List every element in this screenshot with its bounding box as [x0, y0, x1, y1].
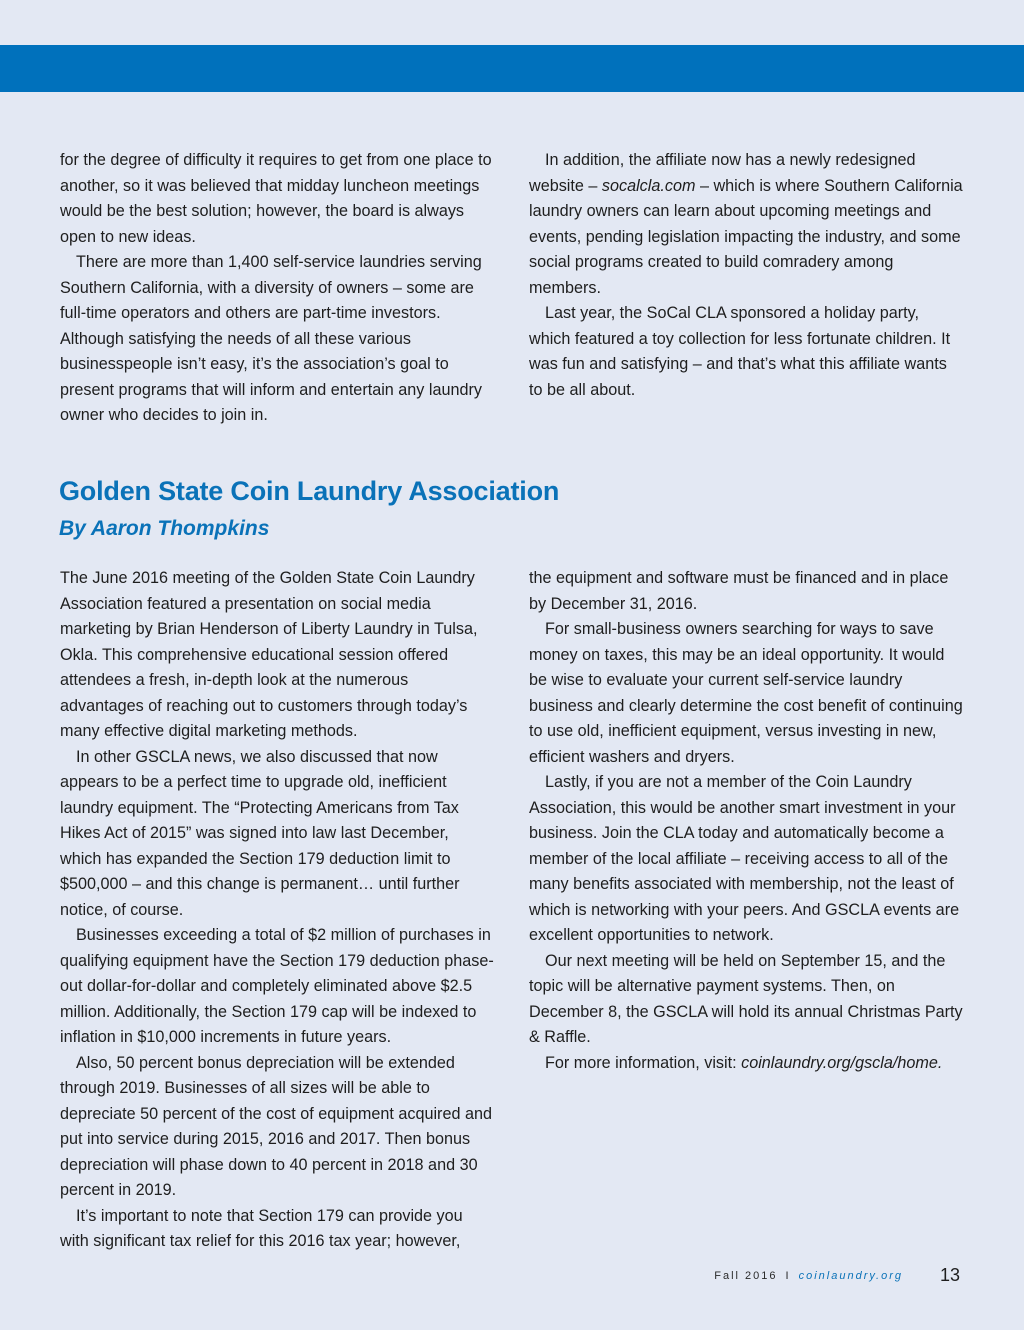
- paragraph: In other GSCLA news, we also discussed that now appears to be a perfect time to upgrade old, inefficient laundry equipment. The “Protecting Americans from Tax Hikes Act of 2015” was signed into law last December, which has expanded the Section 179 deduction limit to $500,000 – and this change is permanent… until further notice, of course.: [60, 747, 460, 919]
- paragraph: There are more than 1,400 self-service laundries serving Southern California, with a diversity of owners – some are full-time operators and others are part-time investors. Although satisfying the needs of all these various businesspeople isn’t easy, it’s the association’s goal to present programs that will inform and entertain any laundry owner who decides to join in.: [60, 253, 482, 424]
- paragraph: Our next meeting will be held on September 15, and the topic will be alternative payment systems. Then, on December 8, the GSCLA will hold its annual Christmas Party & Raffle.: [529, 951, 963, 1046]
- paragraph: It’s important to note that Section 179 can provide you with significant tax relief for this 2016 tax year; however,: [60, 1206, 463, 1250]
- footer-separator: I: [785, 1270, 791, 1282]
- page-footer: [714, 1270, 903, 1282]
- article-column-right: [529, 566, 963, 1076]
- paragraph: Lastly, if you are not a member of the Coin Laundry Association, this would be another smart investment in your business. Join the CLA today and automatically become a member of the local affiliate – receiving access to all of the many benefits associated with membership, not the least of which is networking with your peers. And GSCLA events are excellent opportunities to network.: [529, 773, 960, 944]
- paragraph: Also, 50 percent bonus depreciation will be extended through 2019. Businesses of all sizes will be able to depreciate 50 percent of the cost of equipment acquired and put into service during 2015, 2016 and 2017. Then bonus depreciation will phase down to 40 percent in 2018 and 30 percent in 2019.: [60, 1053, 492, 1199]
- paragraph: For small-business owners searching for ways to save money on taxes, this may be an ideal opportunity. It would be wise to evaluate your current self-service laundry business and clearly determine the cost benefit of continuing to use old, inefficient equipment, versus investing in new, efficient washers and dryers.: [529, 620, 963, 766]
- paragraph: The June 2016 meeting of the Golden State Coin Laundry Association featured a presentation on social media marketing by Brian Henderson of Liberty Laundry in Tulsa, Okla. This comprehensive educational session offered attendees a fresh, in-depth look at the numerous advantages of reaching out to customers through today’s many effective digital marketing methods.: [60, 569, 478, 740]
- paragraph: Last year, the SoCal CLA sponsored a holiday party, which featured a toy collection for less fortunate children. It was fun and satisfying – and that’s what this affiliate wants to be all about.: [529, 304, 951, 399]
- header-color-band: [0, 45, 1024, 92]
- paragraph: In addition, the affiliate now has a newly redesigned website – socalcla.com – which is where Southern California laundry owners can learn about upcoming meetings and events, pending legislation impacting the industry, and some social programs created to build comradery among members.: [529, 151, 963, 297]
- paragraph: for the degree of difficulty it requires to get from one place to another, so it was believed that midday luncheon meetings would be the best solution; however, the board is always open to new ideas.: [60, 151, 492, 246]
- continued-column-right: [529, 148, 963, 403]
- paragraph: For more information, visit: coinlaundry.org/gscla/home.: [545, 1053, 943, 1072]
- article-column-left: [60, 566, 494, 1255]
- issue-label: Fall 2016: [714, 1270, 778, 1282]
- article-title: Golden State Coin Laundry Association: [59, 476, 560, 506]
- paragraph: the equipment and software must be financed and in place by December 31, 2016.: [529, 569, 949, 613]
- website-link[interactable]: socalcla.com: [601, 176, 696, 195]
- paragraph: Businesses exceeding a total of $2 million of purchases in qualifying equipment have the Section 179 deduction phase-out dollar-for-dollar and completely eliminated above $2.5 million. Additionally, the Section 179 cap will be indexed to inflation in $10,000 increments in future years.: [60, 926, 494, 1046]
- footer-site-link[interactable]: coinlaundry.org: [798, 1270, 903, 1282]
- article-byline: By Aaron Thompkins: [59, 517, 270, 540]
- page-number: 13: [940, 1265, 961, 1285]
- continued-column-left: [60, 148, 494, 429]
- more-info-link[interactable]: coinlaundry.org/gscla/home.: [741, 1053, 943, 1072]
